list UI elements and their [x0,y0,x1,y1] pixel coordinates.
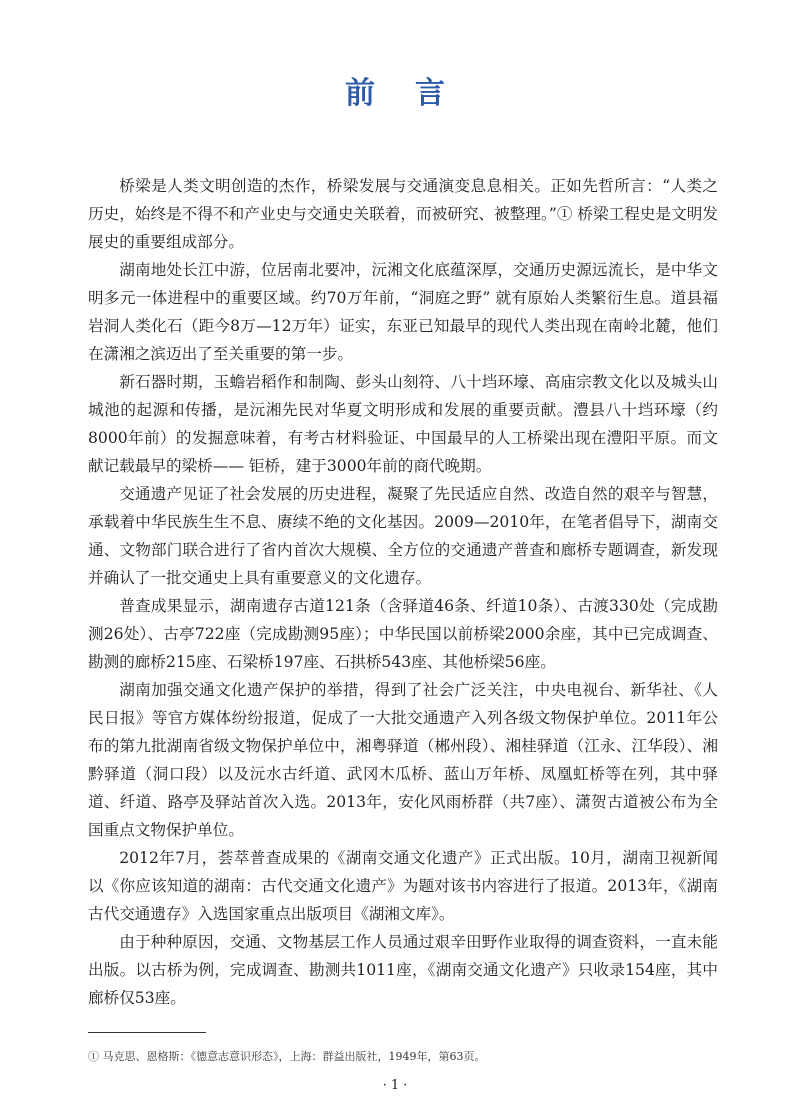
body-text [88,172,718,1012]
paragraph: 桥梁是人类文明创造的杰作，桥梁发展与交通演变息息相关。正如先哲所言：“人类之历史，始终是不得不和产业史与交通史关联着，而被研究、被整理。”① 桥梁工程史是文明发展史的重要组成部分。 [88,177,718,251]
paragraph: 2012年7月，荟萃普查成果的《湖南交通文化遗产》正式出版。10月，湖南卫视新闻以《你应该知道的湖南：古代交通文化遗产》为题对该书内容进行了报道。2013年，《湖南古代交通遗存》入选国家重点出版项目《湖湘文库》。 [88,849,718,923]
page-title: 前言 [345,76,485,111]
paragraph: 新石器时期，玉蟾岩稻作和制陶、彭头山刻符、八十垱环壕、高庙宗教文化以及城头山城池的起源和传播，是沅湘先民对华夏文明形成和发展的重要贡献。澧县八十垱环壕（约8000年前）的发掘意味着，有考古材料验证、中国最早的人工桥梁出现在澧阳平原。而文献记载最早的梁桥—— 钜桥，建于3000年前的商代晚期。 [88,373,718,475]
paragraph: 湖南加强交通文化遗产保护的举措，得到了社会广泛关注，中央电视台、新华社、《人民日报》等官方媒体纷纷报道，促成了一大批交通遗产入列各级文物保护单位。2011年公布的第九批湖南省级文物保护单位中，湘粤驿道（郴州段）、湘桂驿道（江永、江华段）、湘黔驿道（洞口段）以及沅水古纤道、武冈木瓜桥、蓝山万年桥、凤凰虹桥等在列，其中驿道、纤道、路亭及驿站首次入选。2013年，安化风雨桥群（共7座）、潇贺古道被公布为全国重点文物保护单位。 [88,681,718,839]
paragraph: 交通遗产见证了社会发展的历史进程，凝聚了先民适应自然、改造自然的艰辛与智慧，承载着中华民族生生不息、赓续不绝的文化基因。2009—2010年，在笔者倡导下，湖南交通、文物部门联合进行了省内首次大规模、全方位的交通遗产普查和廊桥专题调查，新发现并确认了一批交通史上具有重要意义的文化遗存。 [88,485,718,587]
footnote-divider [88,1032,206,1033]
footnote: ① 马克思、恩格斯：《德意志意识形态》，上海：群益出版社，1949年，第63页。 [88,1050,486,1063]
page-footer [88,1012,718,1095]
page-number: · 1 · [382,1078,408,1093]
paragraph: 湖南地处长江中游，位居南北要冲，沅湘文化底蕴深厚，交通历史源远流长，是中华文明多元一体进程中的重要区域。约70万年前，“洞庭之野” 就有原始人类繁衍生息。道县福岩洞人类化石（距今8万—12万年）证实，东亚已知最早的现代人类出现在南岭北麓，他们在潇湘之滨迈出了至关重要的第一步。 [88,261,718,363]
paragraph: 由于种种原因，交通、文物基层工作人员通过艰辛田野作业取得的调查资料，一直未能出版。以古桥为例，完成调查、勘测共1011座，《湖南交通文化遗产》只收录154座，其中廊桥仅53座。 [88,933,718,1007]
paragraph: 普查成果显示，湖南遗存古道121条（含驿道46条、纤道10条）、古渡330处（完成勘测26处）、古亭722座（完成勘测95座）；中华民国以前桥梁2000余座，其中已完成调查、勘测的廊桥215座、石梁桥197座、石拱桥543座、其他桥梁56座。 [88,597,718,671]
